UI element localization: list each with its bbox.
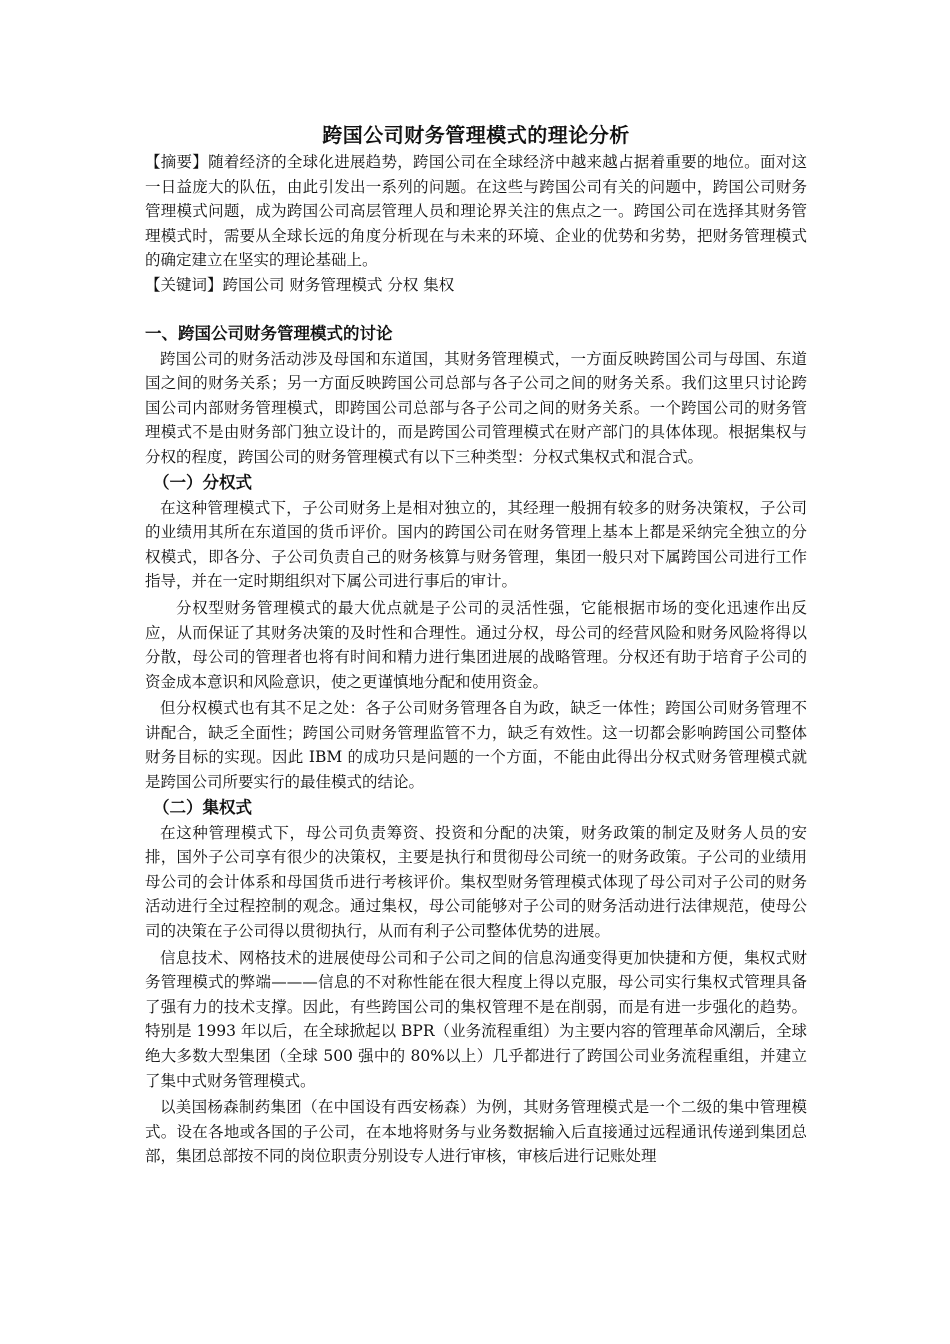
subsection-heading-decentralized: （一）分权式 — [153, 472, 252, 492]
section-spacer — [145, 298, 807, 320]
body-paragraph: 信息技术、网格技术的进展使母公司和子公司之间的信息沟通变得更加快捷和方便，集权式财务管理模式的弊端———信息的不对称性能在很大程度上得以克服，母公司实行集权式管理具备了强有力的技术支撑。因此，有些跨国公司的集权管理不是在削弱，而是有进一步强化的趋势。特别是 1993 年以后，在全球掀起以 BPR（业务流程重组）为主要内容的管理革命风潮后，全球绝大多数大型集团（全球 500 强中的 80%以上）几乎都进行了跨国公司业务流程重组，并建立了集中式财务管理模式。 — [145, 948, 807, 1090]
body-paragraph: 但分权模式也有其不足之处：各子公司财务管理各自为政，缺乏一体性；跨国公司财务管理不讲配合，缺乏全面性；跨国公司财务管理监管不力，缺乏有效性。这一切都会影响跨国公司整体财务目标的实现。因此 IBM 的成功只是问题的一个方面，不能由此得出分权式财务管理模式就是跨国公司所要实行的最佳模式的结论。 — [145, 699, 807, 792]
document-title: 跨国公司财务管理模式的理论分析 — [322, 123, 630, 147]
abstract-paragraph: 【摘要】随着经济的全球化进展趋势，跨国公司在全球经济中越来越占据着重要的地位。面对这一日益庞大的队伍，由此引发出一系列的问题。在这些与跨国公司有关的问题中，跨国公司财务管理模式问题，成为跨国公司高层管理人员和理论界关注的焦点之一。跨国公司在选择其财务管理模式时，需要从全球长远的角度分析现在与未来的环境、企业的优势和劣势，把财务管理模式的确定建立在坚实的理论基础上。 — [145, 153, 807, 270]
body-paragraph: 在这种管理模式下，子公司财务上是相对独立的，其经理一般拥有较多的财务决策权，子公司的业绩用其所在东道国的货币评价。国内的跨国公司在财务管理上基本上都是采纳完全独立的分权模式，即各分、子公司负责自己的财务核算与财务管理，集团一般只对下属跨国公司进行工作指导，并在一定时期组织对下属公司进行事后的审计。 — [145, 498, 807, 591]
body-paragraph: 以美国杨森制药集团（在中国设有西安杨森）为例，其财务管理模式是一个二级的集中管理模式。设在各地或各国的子公司，在本地将财务与业务数据输入后直接通过远程通讯传递到集团总部，集团总部按不同的岗位职责分别设专人进行审核，审核后进行记账处理 — [145, 1098, 807, 1166]
section-heading: 一、跨国公司财务管理模式的讨论 — [145, 323, 393, 343]
document-page — [145, 120, 807, 1169]
section-intro-paragraph: 跨国公司的财务活动涉及母国和东道国，其财务管理模式，一方面反映跨国公司与母国、东道国之间的财务关系；另一方面反映跨国公司总部与各子公司之间的财务关系。我们这里只讨论跨国公司内部财务管理模式，即跨国公司总部与各子公司之间的财务关系。一个跨国公司的财务管理模式不是由财务部门独立设计的，而是跨国公司管理模式在财产部门的具体体现。根据集权与分权的程度，跨国公司的财务管理模式有以下三种类型：分权式集权式和混合式。 — [145, 349, 807, 466]
body-paragraph: 在这种管理模式下，母公司负责筹资、投资和分配的决策，财务政策的制定及财务人员的安排，国外子公司享有很少的决策权，主要是执行和贯彻母公司统一的财务政策。子公司的业绩用母公司的会计体系和母国货币进行考核评价。集权型财务管理模式体现了母公司对子公司的财务活动进行全过程控制的观念。通过集权，母公司能够对子公司的财务活动进行法律规范，使母公司的决策在子公司得以贯彻执行，从而有利子公司整体优势的进展。 — [145, 823, 807, 941]
subsection-heading-centralized: （二）集权式 — [153, 797, 252, 817]
keywords-line: 【关键词】跨国公司 财务管理模式 分权 集权 — [145, 275, 455, 294]
body-paragraph: 分权型财务管理模式的最大优点就是子公司的灵活性强，它能根据市场的变化迅速作出反应，从而保证了其财务决策的及时性和合理性。通过分权，母公司的经营风险和财务风险将得以分散，母公司的管理者也将有时间和精力进行集团进展的战略管理。分权还有助于培育子公司的资金成本意识和风险意识，使之更谨慎地分配和使用资金。 — [145, 598, 807, 691]
